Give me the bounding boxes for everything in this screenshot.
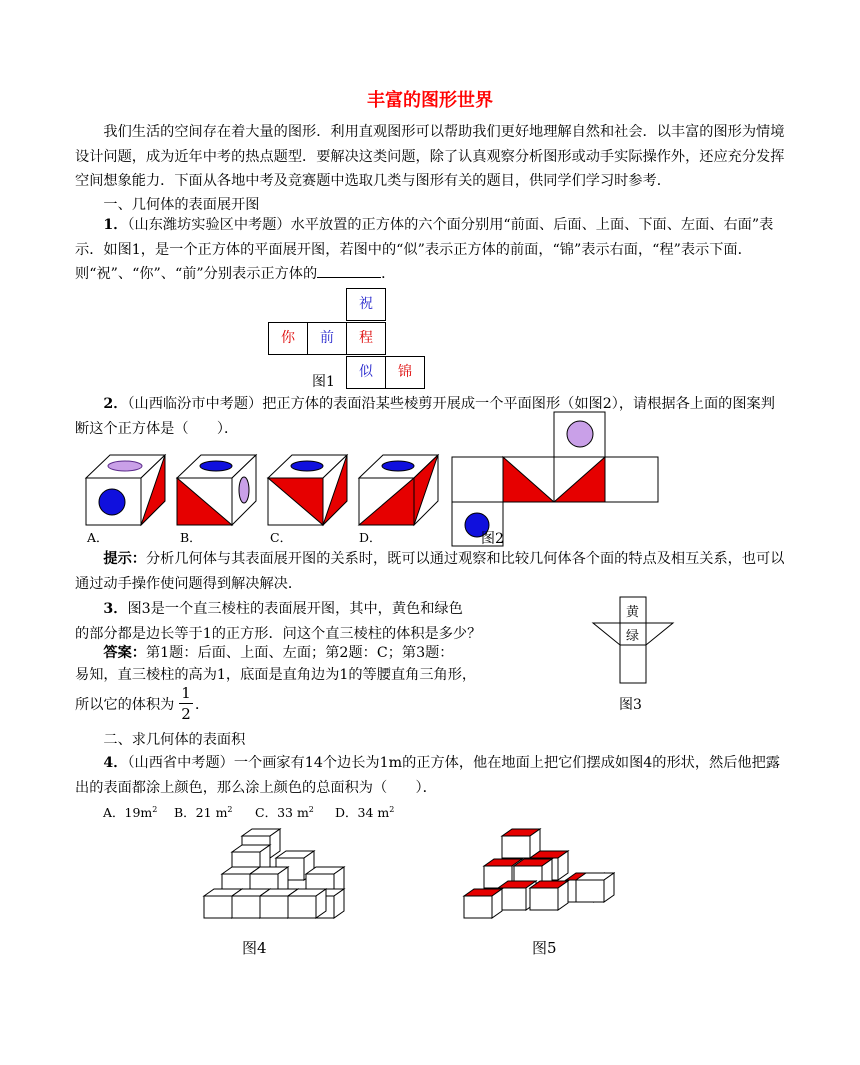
- net-cell-zhu: 祝: [346, 288, 386, 321]
- intro-paragraph: 我们生活的空间存在着大量的图形．利用直观图形可以帮助我们更好地理解自然和社会．以丰富的图形为情境设计问题，成为近年中考的热点题型．要解决这类问题，除了认真观察分析图形或动手实际操作外，还应充分发挥空间想象能力．下面从各地中考及竞赛题中选取几类与图形有关的题目，供同学们学习时参考．: [75, 124, 785, 189]
- hint-paragraph: [75, 547, 787, 596]
- answer-end: ．: [195, 697, 210, 713]
- figure-3-yellow-label: 黄: [626, 605, 640, 620]
- net-cell-jin: 锦: [385, 356, 425, 389]
- q4-option-c: C．33 $m^2$: [255, 804, 314, 820]
- cube-b: [177, 455, 256, 525]
- cube-a: [86, 455, 165, 525]
- question-4-text: （山西省中考题）一个画家有14个边长为1m的正方体，他在地面上把它们摆成如图4的形状，然后他把露出的表面都涂上颜色，那么涂上颜色的总面积为（ ）．: [75, 755, 780, 796]
- net-cell-ni: 你: [268, 322, 308, 355]
- option-b: B．: [180, 530, 202, 545]
- figure-5-stack: [464, 829, 614, 918]
- question-3-line-2: 的部分都是边长等于1的正方形．问这个直三棱柱的体积是多少？: [75, 626, 482, 642]
- question-3-number: 3．: [103, 601, 128, 617]
- figure-3-green-label: 绿: [626, 629, 640, 644]
- section-2-heading: 二、求几何体的表面积: [103, 732, 246, 748]
- answer-line-2: 易知，直三棱柱的高为1，底面是直角边为1的等腰直角三角形，: [75, 667, 477, 683]
- figures-4-5: [195, 822, 615, 927]
- q4-option-b: B．21 $m^2$: [174, 804, 233, 820]
- question-1: [75, 213, 787, 287]
- answer-line-1: [75, 641, 787, 666]
- option-d: D．: [359, 530, 382, 545]
- figure-2-caption: 图2: [481, 531, 504, 547]
- q4-option-d: D．34 $m^2$: [335, 804, 395, 820]
- cube-d: [359, 455, 438, 525]
- question-4-number: 4．: [103, 755, 128, 771]
- hint-text: 分析几何体与其表面展开图的关系时，既可以通过观察和比较几何体各个面的特点及相互关系，也可以通过动手操作使问题得到解决解决．: [75, 551, 785, 592]
- question-4: [75, 751, 787, 800]
- question-2-number: 2．: [103, 396, 128, 412]
- answer-blank: [317, 263, 381, 278]
- cube-c: [268, 455, 347, 525]
- net-cell-cheng: 程: [346, 322, 386, 355]
- section-1-heading: 一、几何体的表面展开图: [103, 197, 260, 213]
- fraction-numerator: 1: [181, 684, 191, 702]
- net-cell-si: 似: [346, 356, 386, 389]
- figure-5-caption: 图5: [532, 939, 557, 957]
- answer-text: 第1题：后面、上面、左面；第2题：C；第3题：: [145, 645, 454, 661]
- fraction-denominator: 2: [181, 705, 191, 723]
- figure-2-net: [452, 412, 658, 546]
- net-cell-qian: 前: [307, 322, 347, 355]
- question-2-text: （山西临汾市中考题）把正方体的表面沿某些棱剪开展成一个平面图形（如图2），请根据各上面的图案判断这个正方体是（ ）．: [75, 396, 775, 437]
- figure-4-caption: 图4: [242, 939, 267, 957]
- question-3-line-1: [75, 597, 515, 622]
- page-title: 丰富的图形世界: [367, 90, 493, 111]
- figure-1-caption: 图1: [312, 374, 335, 390]
- figure-3-caption: 图3: [619, 697, 642, 713]
- figure-4-stack: [204, 829, 344, 918]
- answer-label: 答案：: [103, 645, 146, 661]
- question-1-text: （山东潍坊实验区中考题）水平放置的正方体的六个面分别用“前面、后面、上面、下面、左面、右面”表示．如图1，是一个正方体的平面展开图，若图中的“似”表示正方体的前面，“锦”表示右面，“程”表示下面．则“祝”、“你”、“前”分别表示正方体的: [75, 217, 774, 282]
- answer-line-3: 所以它的体积为: [75, 697, 175, 713]
- question-1-end: ．: [381, 266, 396, 282]
- hint-label: 提示：: [103, 551, 146, 567]
- question-3-text: 图3是一个直三棱柱的表面展开图，其中，黄色和绿色: [127, 601, 463, 617]
- q4-option-a: A．$19m^2$: [103, 804, 158, 820]
- option-c: C．: [270, 530, 293, 545]
- option-a: A．: [87, 530, 109, 545]
- fraction-bar: [179, 703, 193, 704]
- question-1-number: 1．: [103, 217, 128, 233]
- question-2-figures: [75, 408, 675, 548]
